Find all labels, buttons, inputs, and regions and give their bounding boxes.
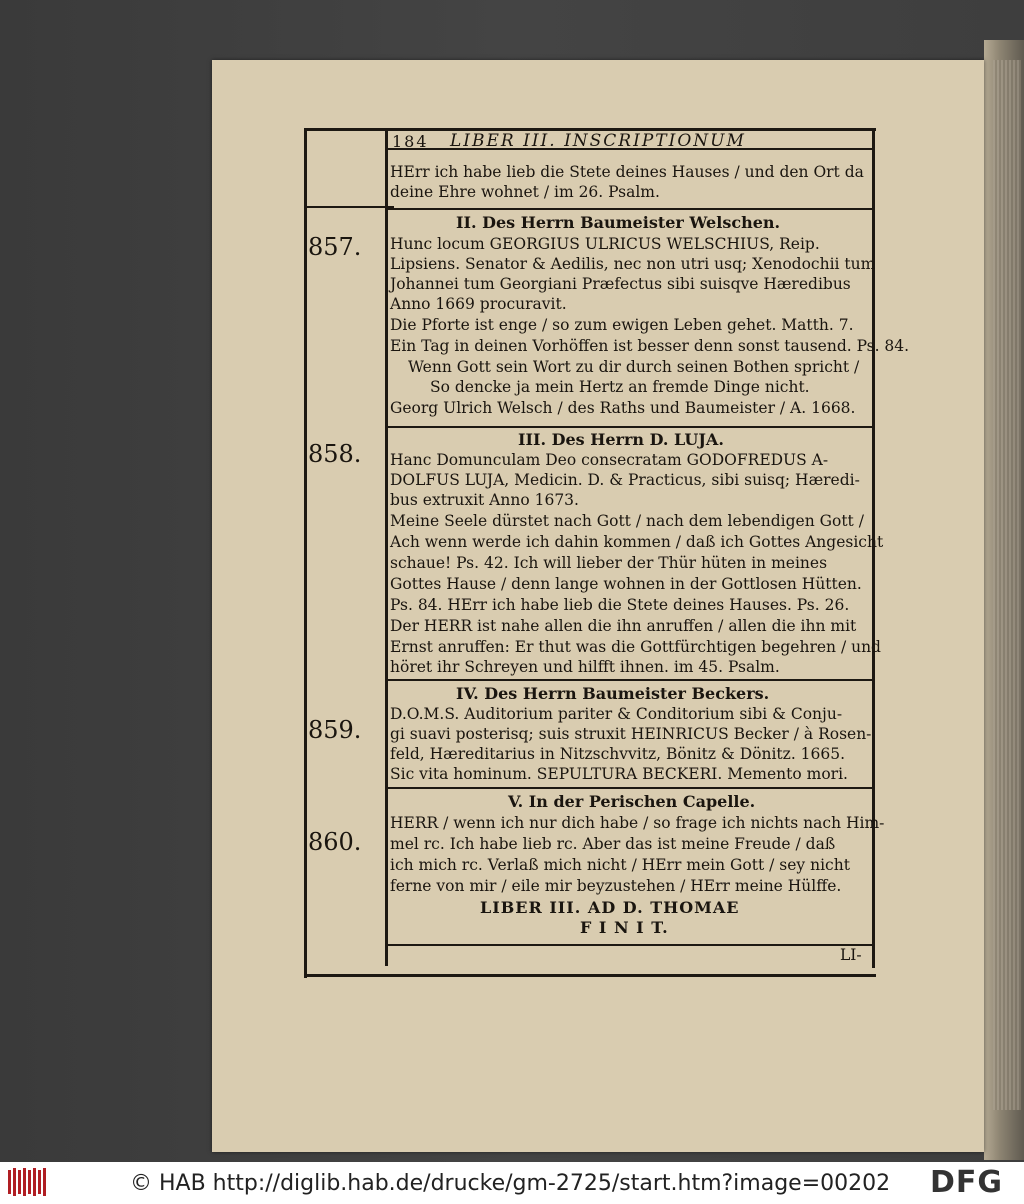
text-line: DOLFUS LUJA, Medicin. D. & Practicus, sibi suisq; Hæredi- — [390, 471, 860, 489]
bottom-inner-rule — [388, 944, 874, 946]
text-line: Sic vita hominum. SEPULTURA BECKERI. Memento mori. — [390, 765, 848, 783]
inscription-heading: V. In der Perischen Capelle. — [508, 792, 756, 811]
inscription-number: 860. — [308, 828, 362, 856]
text-line: Hanc Domunculam Deo consecratam GODOFREDUS A- — [390, 451, 829, 469]
text-line: Wenn Gott sein Wort zu dir durch seinen Bothen spricht / — [408, 358, 860, 376]
text-line: HErr ich habe lieb die Stete deines Hauses / und den Ort da — [390, 163, 864, 181]
margin-rule-1 — [304, 206, 394, 208]
text-line: gi suavi posterisq; suis struxit HEINRICUS Becker / à Rosen- — [390, 725, 872, 743]
text-line: Ach wenn werde ich dahin kommen / daß ich Gottes Angesicht — [390, 533, 884, 551]
text-line: Johannei tum Georgiani Præfectus sibi suisqve Hæredibus — [390, 275, 851, 293]
section-rule-1 — [388, 208, 874, 210]
text-line: deine Ehre wohnet / im 26. Psalm. — [390, 183, 660, 201]
section-rule-3 — [388, 679, 874, 681]
text-line: Lipsiens. Senator & Aedilis, nec non utri usq; Xenodochii tum — [390, 255, 876, 273]
text-line: Meine Seele dürstet nach Gott / nach dem lebendigen Gott / — [390, 512, 864, 530]
inscription-heading: III. Des Herrn D. LUJA. — [518, 430, 724, 449]
section-rule-2 — [388, 426, 874, 428]
catchword: LI- — [840, 946, 862, 964]
closing-finit: F I N I T. — [580, 918, 669, 937]
footer-bar — [0, 1162, 1024, 1204]
inscription-number: 857. — [308, 233, 362, 261]
text-line: ferne von mir / eile mir beyzustehen / HErr meine Hülffe. — [390, 877, 842, 895]
section-rule-4 — [388, 787, 874, 789]
inner-left-rule — [385, 128, 388, 966]
inscription-number: 859. — [308, 716, 362, 744]
bottom-rule — [304, 974, 876, 977]
text-line: Der HERR ist nahe allen die ihn anruffen / allen die ihn mit — [390, 617, 857, 635]
hab-logo-icon — [6, 1166, 48, 1198]
book-page — [212, 60, 984, 1152]
dfg-logo: DFG — [930, 1165, 1004, 1200]
text-line: Ernst anruffen: Er thut was die Gottfürchtigen begehren / und — [390, 638, 881, 656]
outer-left-rule — [304, 128, 307, 978]
text-line: mel rc. Ich habe lieb rc. Aber das ist meine Freude / daß — [390, 835, 836, 853]
attribution-link[interactable]: © HAB http://diglib.hab.de/drucke/gm-2725/start.htm?image=00202 — [130, 1171, 891, 1196]
book-page-stack — [993, 60, 1021, 1110]
inscription-heading: II. Des Herrn Baumeister Welschen. — [456, 213, 781, 232]
text-line: HERR / wenn ich nur dich habe / so frage ich nichts nach Him- — [390, 814, 885, 832]
text-line: bus extruxit Anno 1673. — [390, 491, 579, 509]
inscription-number: 858. — [308, 440, 362, 468]
inscription-heading: IV. Des Herrn Baumeister Beckers. — [456, 684, 770, 703]
text-line: Georg Ulrich Welsch / des Raths und Baumeister / A. 1668. — [390, 399, 856, 417]
text-line: Ps. 84. HErr ich habe lieb die Stete deines Hauses. Ps. 26. — [390, 596, 850, 614]
text-line: Hunc locum GEORGIUS ULRICUS WELSCHIUS, Reip. — [390, 235, 820, 253]
text-line: D.O.M.S. Auditorium pariter & Conditorium sibi & Conju- — [390, 705, 843, 723]
text-line: So dencke ja mein Hertz an fremde Dinge nicht. — [430, 378, 810, 396]
text-line: Ein Tag in deinen Vorhöffen ist besser denn sonst tausend. Ps. 84. — [390, 337, 910, 355]
text-line: höret ihr Schreyen und hilfft ihnen. im 45. Psalm. — [390, 658, 780, 676]
text-line: schaue! Ps. 42. Ich will lieber der Thür hüten in meines — [390, 554, 828, 572]
running-title: LIBER III. INSCRIPTIONUM — [450, 131, 746, 151]
page-number: 184 — [392, 132, 429, 151]
text-line: ich mich rc. Verlaß mich nicht / HErr mein Gott / sey nicht — [390, 856, 850, 874]
text-line: feld, Hæreditarius in Nitzschvvitz, Bönitz & Dönitz. 1665. — [390, 745, 846, 763]
closing-line: LIBER III. AD D. THOMAE — [480, 898, 740, 917]
text-line: Die Pforte ist enge / so zum ewigen Leben gehet. Matth. 7. — [390, 316, 854, 334]
text-line: Anno 1669 procuravit. — [390, 295, 567, 313]
text-line: Gottes Hause / denn lange wohnen in der Gottlosen Hütten. — [390, 575, 862, 593]
